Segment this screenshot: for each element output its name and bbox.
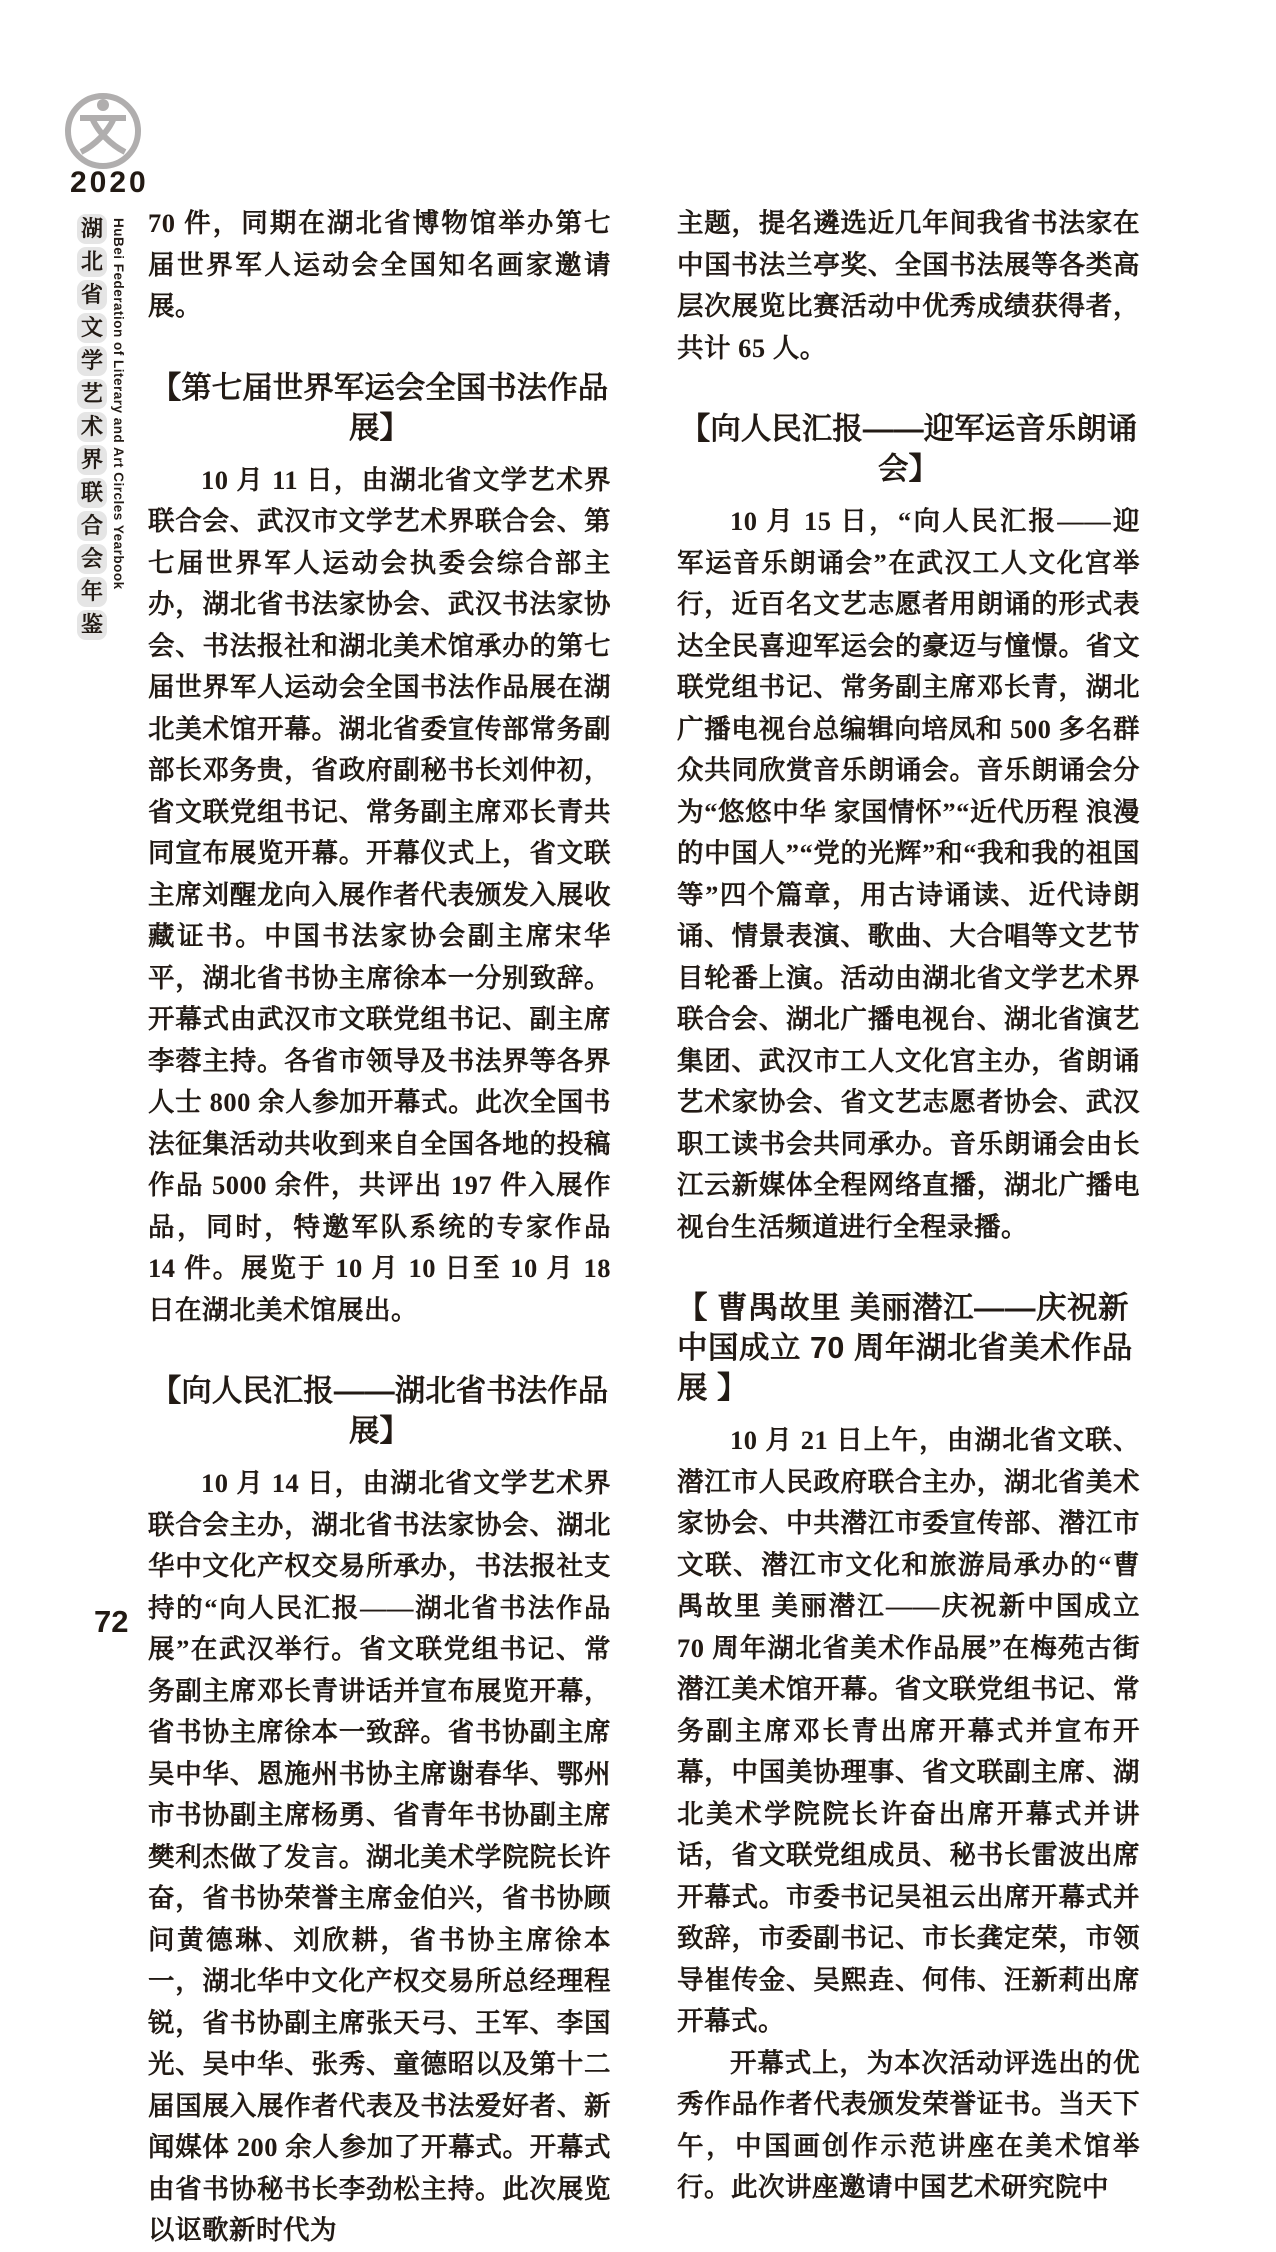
- body-paragraph: 10 月 11 日，由湖北省文学艺术界联合会、武汉市文学艺术界联合会、第七届世界军人运动会执委会综合部主办，湖北省书法家协会、武汉书法家协会、书法报社和湖北美术馆承办的第七届世界军人运动会全国书法作品展在湖北美术馆开幕。湖北省委宣传部常务副部长邓务贵，省政府副秘书长刘仲初，省文联党组书记、常务副主席邓长青共同宣布展览开幕。开幕仪式上，省文联主席刘醒龙向入展作者代表颁发入展收藏证书。中国书法家协会副主席宋华平，湖北省书协主席徐本一分别致辞。开幕式由武汉市文联党组书记、副主席李蓉主持。各省市领导及书法界等各界人士 800 余人参加开幕式。此次全国书法征集活动共收到来自全国各地的投稿作品 5000 余件，共评出 197 件入展作品，同时，特邀军队系统的专家作品 14 件。展览于 10 月 10 日至 10 月 18 日在湖北美术馆展出。: [148, 464, 611, 1325]
- left-column: [148, 203, 611, 2252]
- body-paragraph-continuation: 70 件，同期在湖北省博物馆举办第七届世界军人运动会全国知名画家邀请展。: [148, 208, 611, 321]
- yearbook-year: 2020: [70, 166, 149, 199]
- sidebar-char: 北: [77, 247, 107, 277]
- page-number: 72: [94, 1604, 129, 1639]
- body-paragraph-continuation: 主题，提名遴选近几年间我省书法家在中国书法兰亭奖、全国书法展等各类高层次展览比赛活动中优秀成绩获得者，共计 65 人。: [677, 208, 1140, 363]
- right-column: [677, 203, 1140, 2209]
- section-heading-military-games-calligraphy-exhibition: 【第七届世界军运会全国书法作品展】: [150, 370, 609, 445]
- sidebar-char: 学: [77, 346, 107, 376]
- sidebar-char: 术: [77, 412, 107, 442]
- sidebar-subtitle-english: HuBei Federation of Literary and Art Circles Yearbook: [111, 218, 126, 590]
- section-heading-qianjiang-art-exhibition: 【 曹禺故里 美丽潜江——庆祝新中国成立 70 周年湖北省美术作品展 】: [677, 1291, 1133, 1405]
- sidebar-char: 界: [77, 445, 107, 475]
- sidebar-title-vertical: [77, 214, 109, 643]
- section-heading-music-recitation-concert: 【向人民汇报——迎军运音乐朗诵会】: [679, 412, 1138, 486]
- sidebar-char: 文: [77, 313, 107, 343]
- federation-logo-icon: [62, 90, 144, 172]
- sidebar-char: 鉴: [77, 610, 107, 640]
- body-paragraph: 开幕式上，为本次活动评选出的优秀作品作者代表颁发荣誉证书。当天下午，中国画创作示范讲座在美术馆举行。此次讲座邀请中国艺术研究院中: [677, 2047, 1140, 2202]
- section-heading-hubei-calligraphy-exhibition: 【向人民汇报——湖北省书法作品展】: [150, 1374, 609, 1448]
- sidebar-char: 年: [77, 577, 107, 607]
- body-paragraph: 10 月 14 日，由湖北省文学艺术界联合会主办，湖北省书法家协会、湖北华中文化产权交易所承办，书法报社支持的“向人民汇报——湖北省书法作品展”在武汉举行。省文联党组书记、常务副主席邓长青讲话并宣布展览开幕，省书协主席徐本一致辞。省书协副主席吴中华、恩施州书协主席谢春华、鄂州市书协副主席杨勇、省青年书协副主席樊利杰做了发言。湖北美术学院院长许奋，省书协荣誉主席金伯兴，省书协顾问黄德琳、刘欣耕，省书协主席徐本一，湖北华中文化产权交易所总经理程锐，省书协副主席张天弓、王军、李国光、吴中华、张秀、童德昭以及第十二届国展入展作者代表及书法爱好者、新闻媒体 200 余人参加了开幕式。开幕式由省书协秘书长李劲松主持。此次展览以讴歌新时代为: [148, 1468, 611, 2245]
- sidebar-char: 湖: [77, 214, 107, 244]
- body-paragraph: 10 月 21 日上午，由湖北省文联、潜江市人民政府联合主办，湖北省美术家协会、中共潜江市委宣传部、潜江市文联、潜江市文化和旅游局承办的“曹禺故里 美丽潜江——庆祝新中国成立 70 周年湖北省美术作品展”在梅苑古街潜江美术馆开幕。省文联党组书记、常务副主席邓长青出席开幕式并宣布开幕，中国美协理事、省文联副主席、湖北美术学院院长许奋出席开幕式并讲话，省文联党组成员、秘书长雷波出席开幕式。市委书记吴祖云出席开幕式并致辞，市委副书记、市长龚定荣，市领导崔传金、吴熙垚、何伟、汪新莉出席开幕式。: [677, 1425, 1140, 2036]
- body-paragraph: 10 月 15 日，“向人民汇报——迎军运音乐朗诵会”在武汉工人文化宫举行，近百名文艺志愿者用朗诵的形式表达全民喜迎军运会的豪迈与憧憬。省文联党组书记、常务副主席邓长青，湖北广播电视台总编辑向培凤和 500 多名群众共同欣赏音乐朗诵会。音乐朗诵会分为“悠悠中华 家国情怀”“近代历程 浪漫的中国人”“党的光辉”和“我和我的祖国等”四个篇章，用古诗诵读、近代诗朗诵、情景表演、歌曲、大合唱等文艺节目轮番上演。活动由湖北省文学艺术界联合会、湖北广播电视台、湖北省演艺集团、武汉市工人文化宫主办，省朗诵艺术家协会、省文艺志愿者协会、武汉职工读书会共同承办。音乐朗诵会由长江云新媒体全程网络直播，湖北广播电视台生活频道进行全程录播。: [677, 506, 1140, 1242]
- sidebar-char: 省: [77, 280, 107, 310]
- sidebar-char: 合: [77, 511, 107, 541]
- sidebar-char: 联: [77, 478, 107, 508]
- sidebar-char: 艺: [77, 379, 107, 409]
- sidebar-char: 会: [77, 544, 107, 574]
